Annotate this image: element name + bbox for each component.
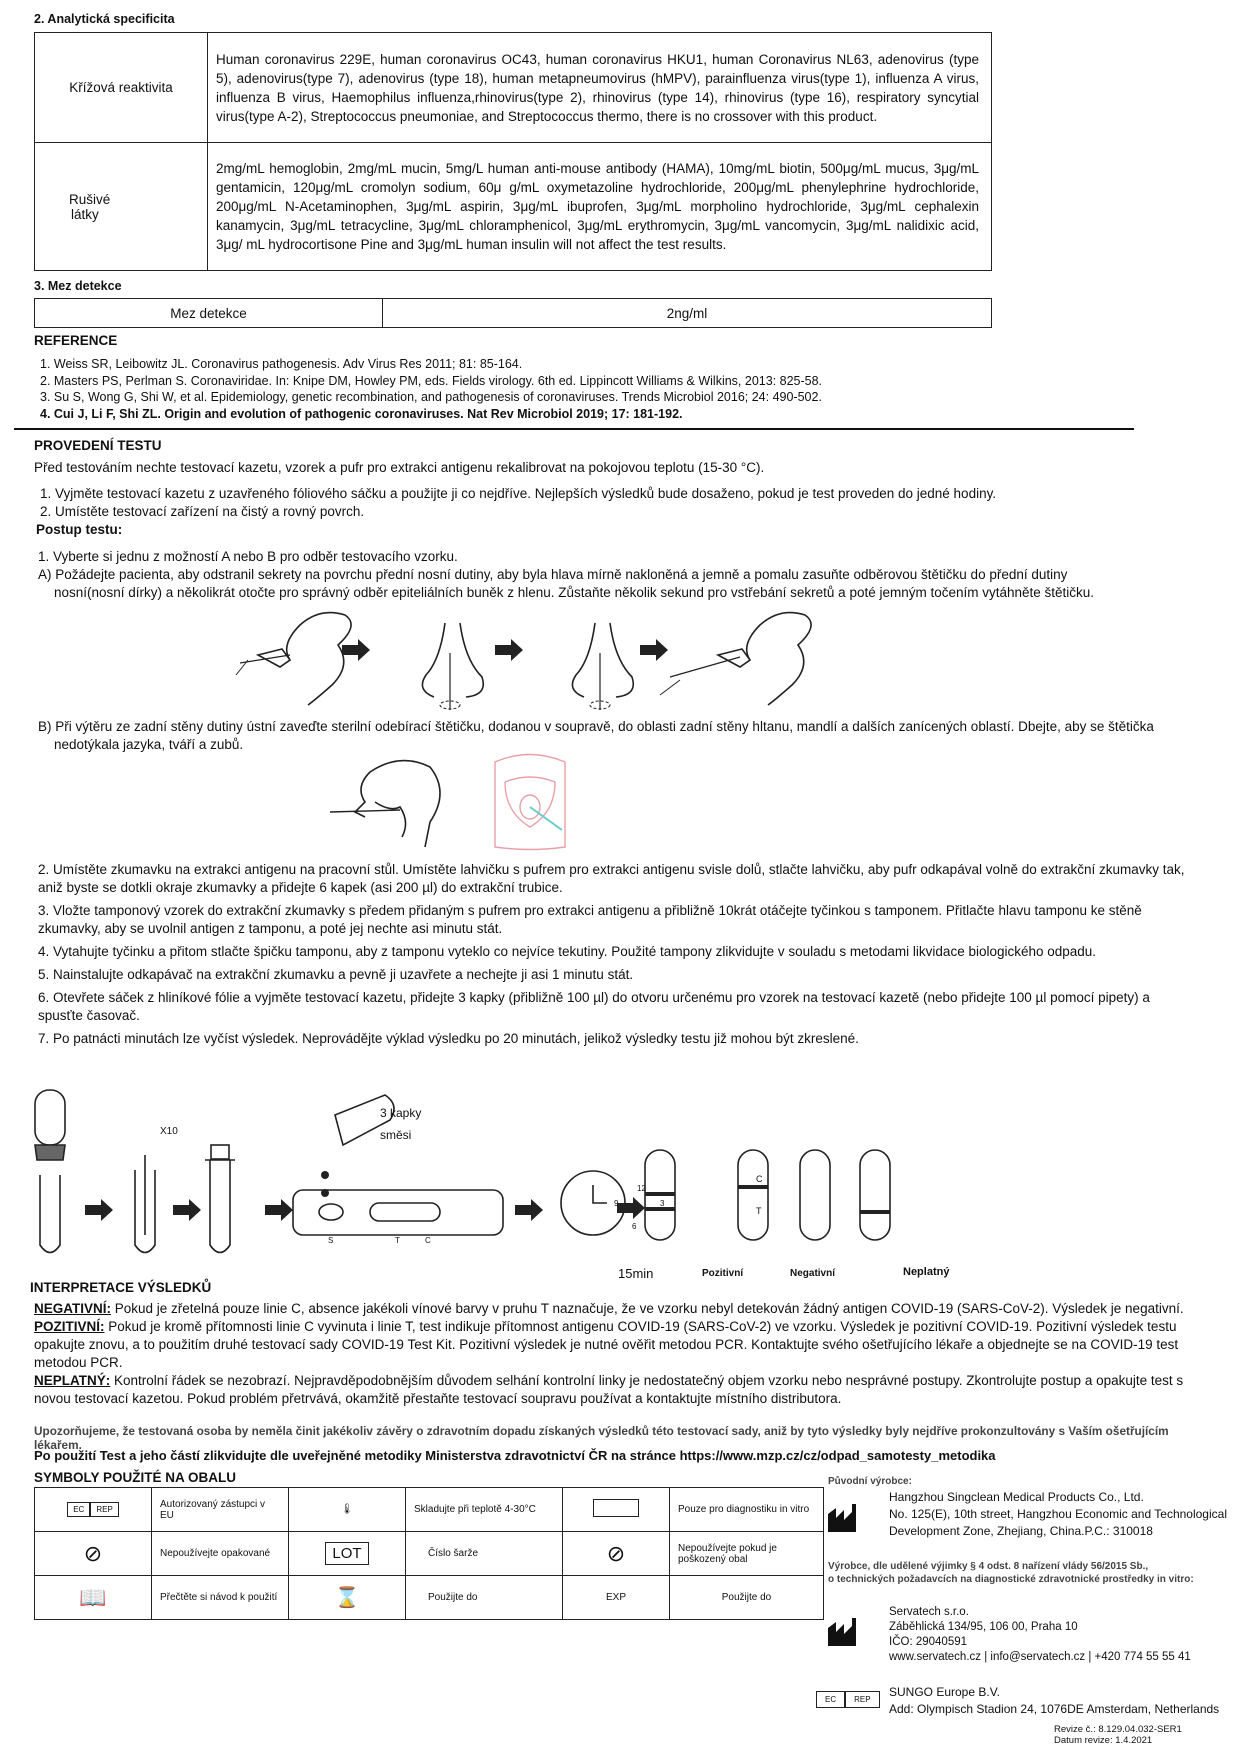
drops-label-2: směsi [380, 1128, 412, 1142]
well-s-label: S [328, 1236, 334, 1245]
drops-label-1: 3 kapky [380, 1106, 422, 1120]
interpretation-body [34, 1300, 1184, 1408]
symbols-title: SYMBOLY POUŽITÉ NA OBALU [34, 1470, 237, 1485]
well-t-label: T [395, 1236, 400, 1245]
invalid-label: Neplatný [903, 1266, 950, 1278]
postup-title: Postup testu: [36, 522, 123, 537]
option-b: B) Při výtěru ze zadní stěny dutiny ústní zaveďte sterilní odebírací štětičku, dodanou v soupravě, do oblasti zadní stěny hltanu, mandlí a dalších zanícených oblastí. Dbejte, aby se štětička nedotýkala jazyka, tváří a zubů. [38, 719, 1154, 752]
specificity-table [34, 32, 992, 271]
step-item: 6. Otevřete sáček z hliníkové fólie a vyjměte testovací kazetu, přidejte 3 kapky (přibližně 100 µl) do otvoru určenému pro vzorek na testovací kazetě (nebo přidejte 100 µl pomocí pipety) a spusťte časovač. [38, 990, 1150, 1023]
detection-limit-value: 2ng/ml [383, 299, 992, 328]
invalid-result: NEPLATNÝ: Kontrolní řádek se nezobrazí. Nejpravděpodobnějším důvodem selhání kontrolní linky je nedostatečný objem vzorku nebo nesprávné postupy. Zkontrolujte postup a opakujte test s novou testovací kazetou. Pokud problém přetrvává, okamžitě přestaňte testovací soupravu používat a kontaktujte místního distributora. [34, 1373, 1184, 1406]
step-item: 7. Po patnácti minutách lze vyčíst výsledek. Neprovádějte výklad výsledku po 20 minutách, jelikož výsledky testu již mohou být zkreslené. [38, 1031, 859, 1046]
cassette-c-label: C [756, 1174, 763, 1184]
clock-6: 6 [632, 1222, 637, 1231]
lot-icon: LOT [289, 1532, 406, 1576]
ec-rep-text: Autorizovaný zástupci v EU [152, 1488, 289, 1532]
time-label: 15min [618, 1266, 654, 1281]
manufacturer-label: Původní výrobce: [828, 1476, 912, 1487]
interfering-substances-label: Rušivé látky [35, 143, 208, 271]
procedure-prep-list [40, 485, 1190, 521]
reference-item: 3. Su S, Wong G, Shi W, et al. Epidemiology, genetic recombination, and pathogenesis of coronaviruses. Trends Microbiol 2016; 24: 490-502. [40, 390, 822, 404]
no-reuse-icon: ⊘ [35, 1532, 152, 1576]
prep-item: 2. Umístěte testovací zařízení na čistý a rovný povrch. [40, 504, 365, 519]
manufacturer-address: Hangzhou Singclean Medical Products Co., Ltd. No. 125(E), 10th street, Hangzhou Economic and Technological Development Zone, Zhejiang, China.P.C.: 310018 [889, 1490, 1227, 1538]
exp-label: EXP [563, 1576, 670, 1620]
positive-result: POZITIVNÍ: Pokud je kromě přítomnosti linie C vyvinuta i linie T, test indikuje přítomnost antigenu COVID-19 (SARS-CoV-2) ve vzorku. Výsledek je pozitivní COVID-19. Pozitivní výsledek testu opakujte znovu, a to použitím druhé testovací sady COVID-19 Test Kit. Pozitivní výsledek je nutné ověřit metodou PCR. Kontaktujte svého ošetřujícího lékaře a objednejte se na COVID-19 test metodou PCR. [34, 1319, 1179, 1370]
section-divider [14, 428, 1134, 430]
use-by-text: Použijte do [406, 1576, 563, 1620]
clock-9: 9 [614, 1199, 619, 1208]
nasal-swab-illustration [220, 605, 1080, 710]
ivd-text: Pouze pro diagnostiku in vitro [670, 1488, 824, 1532]
instructions-text: Přečtěte si návod k použití [152, 1576, 289, 1620]
step-1: 1. Vyberte si jednu z možností A nebo B pro odběr testovacího vzorku. [38, 549, 458, 564]
clock-3: 3 [660, 1199, 665, 1208]
reference-item: 1. Weiss SR, Leibowitz JL. Coronavirus pathogenesis. Adv Virus Res 2011; 81: 85-164. [40, 357, 523, 371]
negative-result: NEGATIVNÍ: Pokud je zřetelná pouze linie C, absence jakékoli vínové barvy v pruhu T naznačuje, že ve vzorku nebyl detekován žádný antigen COVID-19 (SARS-CoV-2). Výsledek je negativní. [34, 1301, 1184, 1316]
disposal-text: Po použití Test a jeho částí zlikvidujte dle uveřejněné metodiky Ministerstva zdravotnictví ČR na stránce https://www.mzp.cz/cz/odpad_samotesty_metodika [34, 1448, 996, 1463]
negative-label: Negativní [790, 1268, 836, 1279]
procedure-steps [38, 861, 1188, 1053]
prep-item: 1. Vyjměte testovací kazetu z uzavřeného fóliového sáčku a použijte ji co nejdříve. Nejlepších výsledků bude dosaženo, pokud je test proveden do jedné hodiny. [40, 486, 997, 501]
detection-limit-table [34, 298, 992, 328]
symbols-table [34, 1487, 824, 1620]
reference-item: 2. Masters PS, Perlman S. Coronaviridae. In: Knipe DM, Howley PM, eds. Fields virology. 6th ed. Lippincott Williams & Wilkins, 2013: 825-58. [40, 373, 823, 388]
step-item: 3. Vložte tamponový vzorek do extrakční zkumavky s předem přidaným s pufrem pro extrakci antigenu a přibližně 10krát otáčejte tyčinkou s tamponem. Přitlačte hlavu tamponu ke stěně zkumavky, aby se uvolnil antigen z tamponu, a poté jej nechte asi minutu stát. [38, 903, 1142, 936]
reference-item: 4. Cui J, Li F, Shi ZL. Origin and evolution of pathogenic coronaviruses. Nat Rev Microbiol 2019; 17: 181-192. [40, 406, 683, 421]
interpretation-title: INTERPRETACE VÝSLEDKŮ [30, 1280, 212, 1295]
instructions-icon: 📖 [35, 1576, 152, 1620]
hourglass-icon: ⌛ [289, 1576, 406, 1620]
ec-rep-badge: EC REP [816, 1690, 880, 1705]
lot-text: Číslo šarže [406, 1532, 563, 1576]
storage-text: Skladujte při teplotě 4-30°C [406, 1488, 563, 1532]
option-a: A) Požádejte pacienta, aby odstranil sekrety na povrchu přední nosní dutiny, aby byla hlava mírně nakloněná a jemně a pomalu zasuňte odběrovou štětičku do přední dutiny nosní(nosní dírky) a několikrát otočte pro správný odběr epiteliálních buněk z hlenu. Zůstaňte několik sekund pro vstřebání sekretů a poté jemným točením vytáhněte štětičku. [38, 567, 1095, 600]
warning-text: Upozorňujeme, že testovaná osoba by neměla činit jakékoliv závěry o zdravotním dopadu získaných výsledků této testovací sady, aniž by tyto výsledky byly nejdříve prokonzultovány s Vaším ošetřujícím lékařem. [34, 1424, 1169, 1452]
section-analytical-specificity-title: 2. Analytická specificita [34, 12, 175, 26]
distributor-address: Servatech s.r.o. Záběhlická 134/95, 106 00, Praha 10 IČO: 29040591 www.servatech.cz | info@servatech.cz | +420 774 55 55 41 [889, 1606, 1191, 1663]
throat-swab-illustration [330, 752, 590, 857]
step-item: 4. Vytahujte tyčinku a přitom stlačte špičku tamponu, aby z tamponu vyteklo co nejvíce tekutiny. Použité tampony zlikvidujte v souladu s metodami likvidace biologického odpadu. [38, 944, 1097, 959]
ivd-icon [563, 1488, 670, 1532]
no-reuse-text: Nepoužívejte opakované [152, 1532, 289, 1576]
revision-info: Revize č.: 8.129.04.032-SER1 Datum revize: 1.4.2021 [1054, 1724, 1182, 1746]
factory-icon [828, 1504, 856, 1532]
well-c-label: C [425, 1236, 431, 1245]
step-item: 2. Umístěte zkumavku na extrakci antigenu na pracovní stůl. Umístěte lahvičku s pufrem pro extrakci antigenu svisle dolů, stlačte lahvičku, aby pufr odkapával volně do extrakční zkumavky tak, aniž byste se dotkli okraje zkumavky a přidejte 6 kapek (asi 200 µl) do extrakční trubice. [38, 862, 1185, 895]
procedure-figure [25, 1085, 1025, 1275]
clock-12: 12 [637, 1184, 646, 1193]
temperature-icon: 🌡 [289, 1488, 406, 1532]
ec-rep-icon: EC REP [35, 1488, 152, 1532]
cross-reactivity-label: Křížová reaktivita [35, 33, 208, 143]
rotate-label: X10 [160, 1126, 178, 1137]
procedure-title: PROVEDENÍ TESTU [34, 438, 162, 453]
interfering-substances-text: 2mg/mL hemoglobin, 2mg/mL mucin, 5mg/L human anti-mouse antibody (HAMA), 10mg/mL biotin, 500μg/mL mucus, 3μg/mL gentamicin, 120μg/mL cromolyn sodium, 60μ g/mL oxymetazoline hydrochloride, 200μg/mL phenylephrine hydrochloride, 200μg/mL N-Acetaminophen, 3μg/mL aspirin, 3μg/mL ibuprofen, 3μg/mL morpholino hydrochloride, 3μg/mL cephalexin kanamycin, 3μg/mL tetracycline, 3μg/mL chloramphenicol, 3μg/mL erythromycin, 3μg/mL vancomycin, 3μg/mL nalidixic acid, 3μg/ mL hydrocortisone Pine and 3μg/mL human insulin will not affect the test results. [208, 143, 992, 271]
positive-label: Pozitivní [702, 1268, 744, 1279]
reference-list [40, 356, 980, 422]
damaged-text: Nepoužívejte pokud je poškozený obal [670, 1532, 824, 1576]
distributor-factory-icon [828, 1618, 856, 1646]
procedure-intro: Před testováním nechte testovací kazetu, vzorek a pufr pro extrakci antigenu rekalibrovat na pokojovou teplotu (15-30 °C). [34, 460, 765, 475]
cassette-t-label: T [756, 1206, 762, 1216]
step-item: 5. Nainstalujte odkapávač na extrakční zkumavku a pevně ji uzavřete a nechejte ji asi 1 minutu stát. [38, 967, 634, 982]
ec-representative: SUNGO Europe B.V. Add: Olympisch Stadion 24, 1076DE Amsterdam, Netherlands [889, 1685, 1220, 1716]
exp-text: Použijte do [670, 1576, 824, 1620]
reference-title: REFERENCE [34, 333, 118, 348]
cross-reactivity-text: Human coronavirus 229E, human coronavirus OC43, human coronavirus HKU1, human Coronavirus NL63, adenovirus (type 5), adenovirus(type 7), adenovirus (type 18), human metapneumovirus (hMPV), parainfluenza virus(type 1), influenza A virus, influenza B virus, Haemophilus influenza,rhinovirus(type 2), rhinovirus (type 14), rhinovirus (type 16), respiratory syncytial virus(type A-2), Streptococcus pneumoniae, and Streptococcus thermo, there is no crossover with this product. [208, 33, 992, 143]
detection-limit-label: Mez detekce [35, 299, 383, 328]
detection-limit-title: 3. Mez detekce [34, 279, 122, 293]
regulation-note: Výrobce, dle udělené výjimky § 4 odst. 8 nařízení vlády 56/2015 Sb., o technických požadavcích na diagnostické zdravotnické prostředky in vitro: [828, 1561, 1194, 1585]
damaged-package-icon: ⊘ [563, 1532, 670, 1576]
